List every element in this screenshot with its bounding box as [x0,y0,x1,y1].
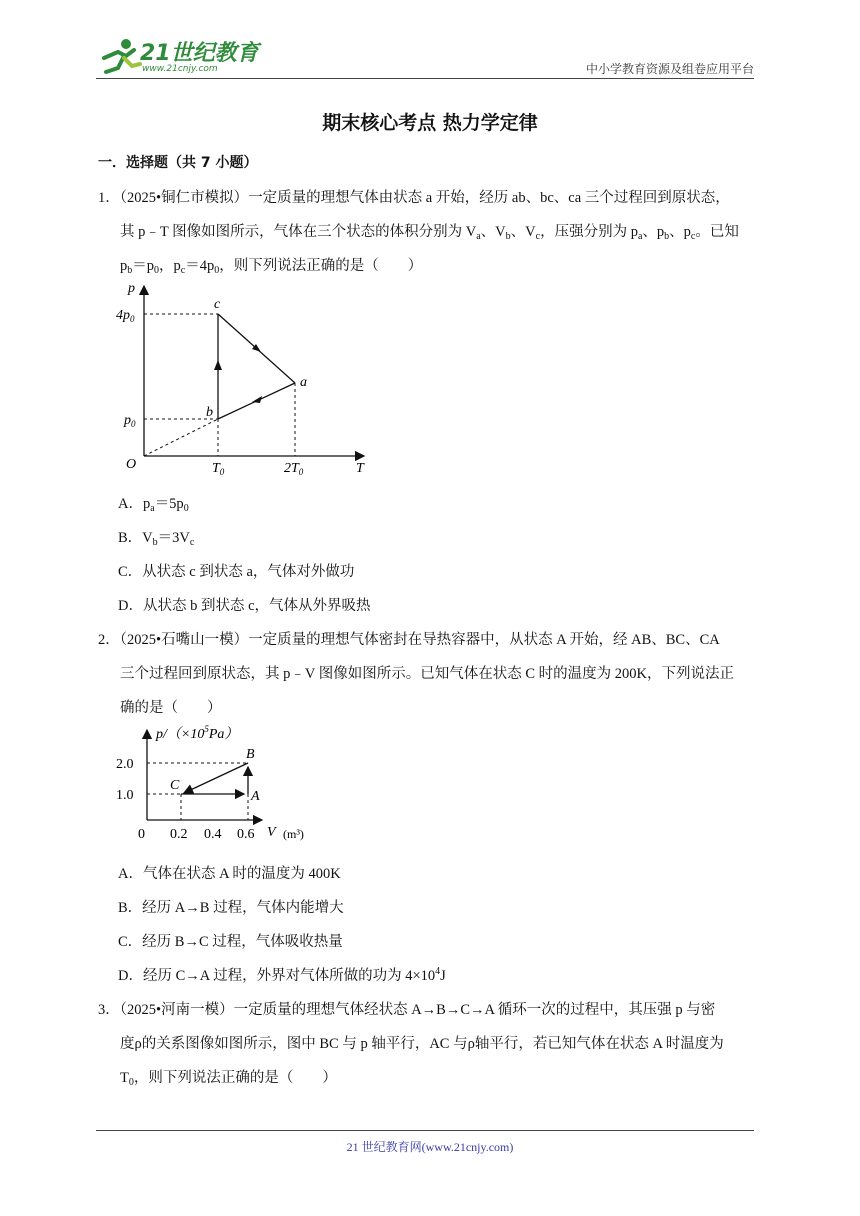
q3-line3: $T_0$，则下列说法正确的是（ ） [120,1070,337,1088]
point-a-label: a [300,375,307,390]
tick-4p0: $4p_0$ [116,308,135,324]
q2-option-a[interactable]: A．气体在状态 A 时的温度为 400K [118,866,341,882]
q3-line1: 3．（2025•河南一模）一定质量的理想气体经状态 A→B→C→A 循环一次的过程中，其压强 p 与密 [98,1002,716,1018]
q2-y-axis-label: $p/(\times 10^5Pa)$ [156,724,239,742]
point-C-label: C [170,778,180,793]
q1-option-a[interactable]: A．$p_a=5p_0$ [118,496,189,514]
q1-line1: 1．（2025•铜仁市模拟）一定质量的理想气体由状态 a 开始，经历 ab、bc、ca 三个过程回到原状态， [98,190,730,206]
q3-line2: 度ρ的关系图像如图所示，图中 BC 与 p 轴平行，AC 与ρ轴平行，若已知气体在状态 A 时温度为 [120,1036,724,1052]
platform-name: 中小学教育资源及组卷应用平台 [585,62,754,76]
q2-option-b[interactable]: B．经历 A→B 过程，气体内能增大 [118,900,344,916]
q2-option-d[interactable]: D．经历 C→A 过程，外界对气体所做的功为 $4\times 10^4J$ [118,966,446,984]
runner-logo-icon [96,36,146,78]
point-B-label: B [246,747,255,762]
q2-line3: 确的是（ ） [120,700,222,716]
page-title: 期末核心考点 热力学定律 [322,112,538,134]
x-tick-0.6: 0.6 [237,827,255,842]
tick-p0: $p_0$ [124,413,136,429]
point-b-label: b [206,405,213,420]
footer-text: 21 世纪教育网(www.21cnjy.com) [346,1140,514,1154]
q2-line1: 2．（2025•石嘴山一模）一定质量的理想气体密封在导热容器中，从状态 A 开始，经 AB、BC、CA [98,632,720,648]
q1-option-d[interactable]: D．从状态 b 到状态 c，气体从外界吸热 [118,598,371,614]
point-c-label: c [214,297,221,312]
q2-option-c[interactable]: C．经历 B→C 过程，气体吸收热量 [118,934,343,950]
q1-line2: 其 p﹣T 图像如图所示，气体在三个状态的体积分别为 $V_a$、$V_b$、$V_c$，压强分别为 $p_a$、$p_b$、$p_c$。已知 [120,224,739,242]
q1-number: 1． [98,190,120,206]
q2-pV-graph [116,722,326,846]
q1-option-b[interactable]: B．$V_b=3V_c$ [118,530,195,548]
origin-label: O [126,457,137,472]
y-tick-1: 1.0 [116,788,134,803]
footer-divider [96,1130,754,1131]
logo-url: www.21cnjy.com [142,64,218,74]
point-A-label: A [251,789,260,804]
q1-line3: $p_b=p_0$，$p_c=4p_0$，则下列说法正确的是（ ） [120,258,423,276]
section-heading: 一．选择题（共 7 小题） [98,155,258,171]
x-axis-label: V [267,825,276,840]
x-tick-0: 0 [138,827,145,842]
x-axis-unit: (m³) [283,827,304,841]
T-axis-label: T [356,461,364,476]
logo-text: 21世纪教育 [140,41,259,66]
y-tick-2: 2.0 [116,757,134,772]
tick-2T0: $2T_0$ [284,461,304,477]
x-tick-0.4: 0.4 [204,827,222,842]
header-divider [96,78,754,79]
x-tick-0.2: 0.2 [170,827,188,842]
p-axis-label: p [128,281,135,296]
q2-line2: 三个过程回到原状态，其 p﹣V 图像如图所示。已知气体在状态 C 时的温度为 200K，下列说法正 [120,666,734,682]
q3-number: 3． [98,1002,120,1018]
process-BC [184,763,248,793]
q1-pT-graph [112,280,372,480]
q2-number: 2． [98,632,120,648]
tick-T0: $T_0$ [212,461,225,477]
q1-option-c[interactable]: C．从状态 c 到状态 a，气体对外做功 [118,564,355,580]
